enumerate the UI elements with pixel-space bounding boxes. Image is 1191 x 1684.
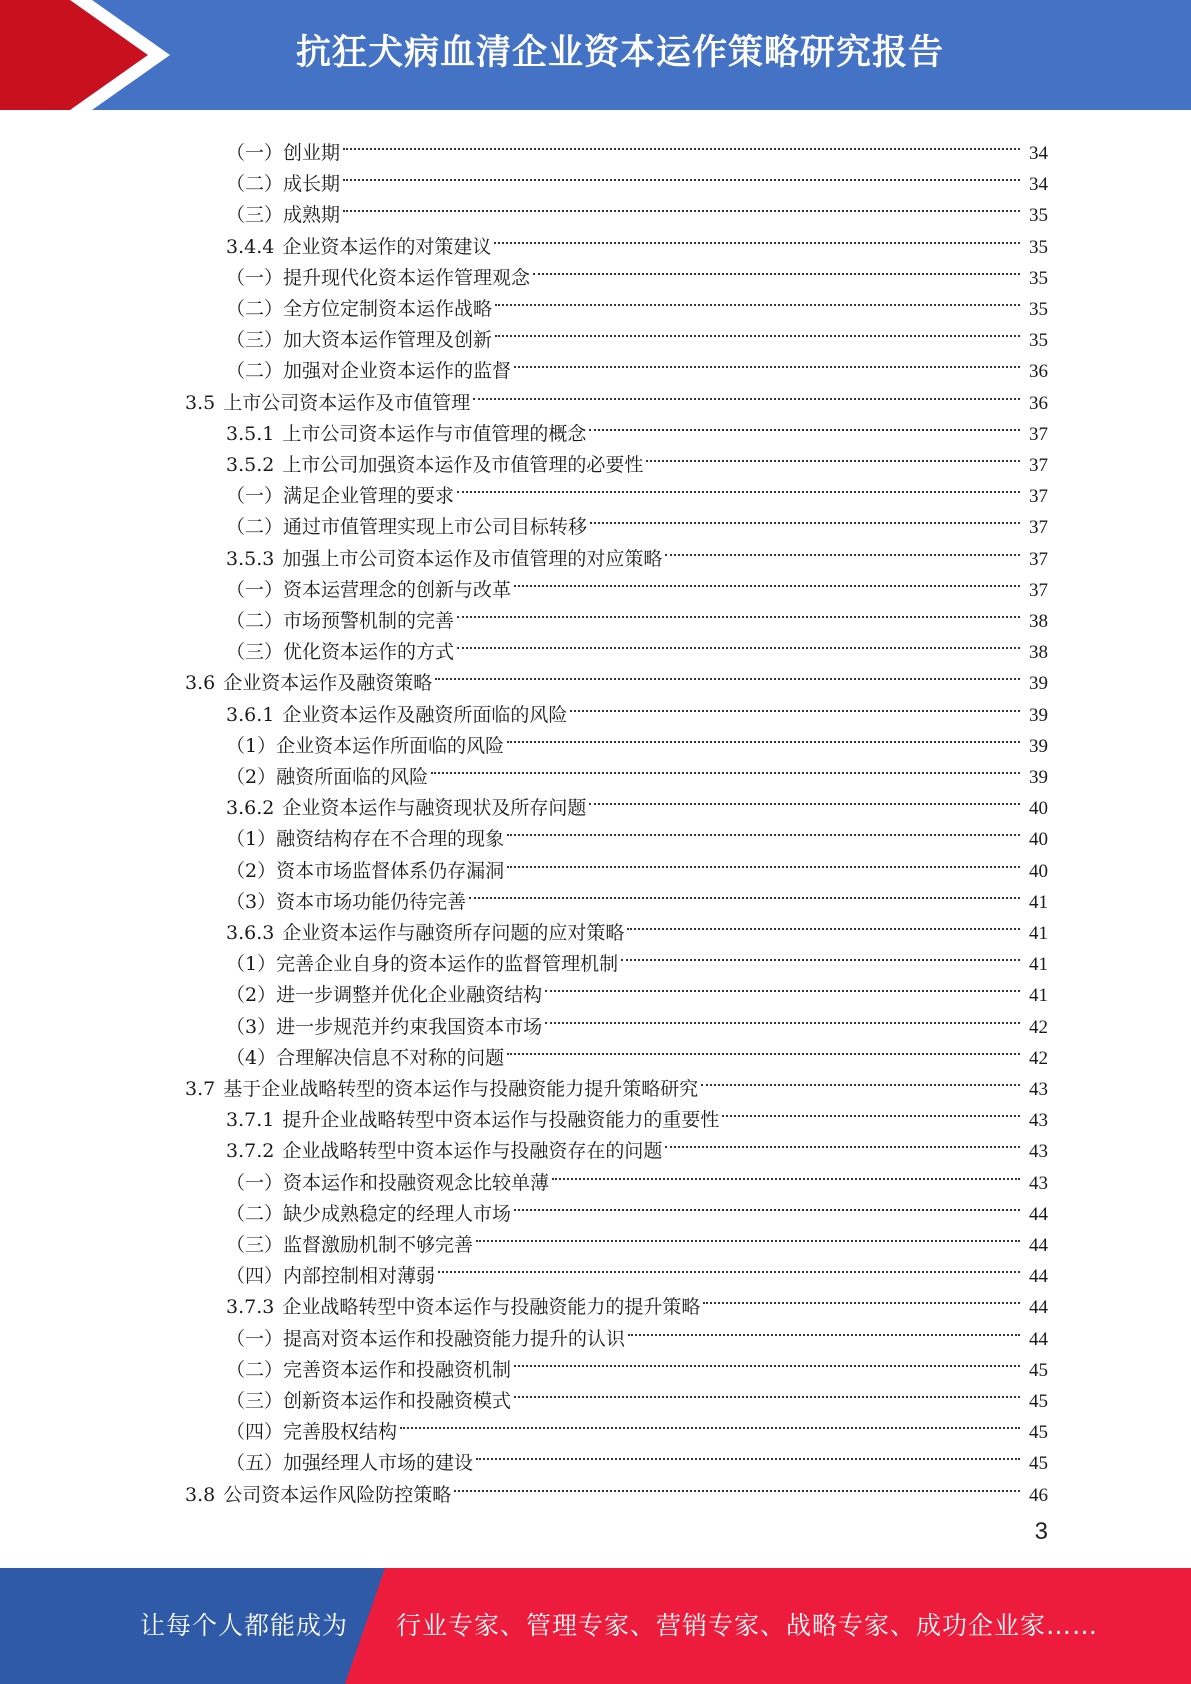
toc-entry-title: 成长期 [283, 173, 341, 196]
toc-entry[interactable] [226, 1314, 1048, 1350]
toc-entry-number: 3.5.1 [226, 422, 275, 445]
toc-entry-title: 完善资本运作和投融资机制 [283, 1358, 512, 1381]
toc-entry-number: （三） [226, 641, 284, 664]
toc-entry-title: 加强经理人市场的建设 [283, 1452, 474, 1475]
toc-entry-title: 通过市值管理实现上市公司目标转移 [283, 516, 588, 539]
toc-entry-number: （二） [226, 1358, 284, 1381]
toc-entry-title: 企业资本运作与融资现状及所存问题 [282, 797, 587, 820]
toc-dot-leader [507, 846, 1022, 877]
toc-entry-number: 3.5 [185, 391, 216, 414]
toc-entry-page: 42 [1029, 1047, 1048, 1069]
toc-entry-number: 3.4.4 [226, 235, 275, 258]
toc-dot-leader [343, 190, 1022, 221]
toc-entry-page: 34 [1029, 143, 1048, 164]
toc-entry[interactable] [226, 502, 1048, 539]
toc-entry-number: （三） [226, 329, 284, 352]
toc-entry-page: 44 [1029, 1235, 1048, 1256]
toc-entry[interactable] [226, 1407, 1048, 1444]
toc-entry-number: （2） [226, 766, 277, 788]
toc-entry-page: 39 [1029, 673, 1048, 695]
toc-entry-number: （二） [226, 1202, 284, 1225]
toc-dot-leader [621, 939, 1022, 970]
toc-dot-leader [701, 1064, 1022, 1095]
toc-dot-leader [457, 596, 1022, 627]
page-number: 3 [1034, 1518, 1048, 1545]
toc-entry[interactable] [226, 440, 1048, 476]
toc-entry-title: 创业期 [283, 142, 341, 164]
toc-entry-number: 3.7.2 [226, 1140, 275, 1163]
toc-entry-title: 提升企业战略转型中资本运作与投融资能力的重要性 [282, 1109, 720, 1132]
toc-dot-leader [646, 440, 1022, 471]
toc-dot-leader [514, 1345, 1022, 1376]
toc-entry-page: 43 [1029, 1141, 1048, 1163]
toc-entry-page: 35 [1029, 205, 1048, 227]
toc-entry-page: 46 [1029, 1484, 1048, 1506]
toc-entry[interactable] [226, 1189, 1048, 1225]
toc-entry[interactable] [226, 284, 1048, 320]
toc-entry-page: 37 [1029, 517, 1048, 539]
toc-entry-title: 监督激励机制不够完善 [283, 1234, 474, 1256]
toc-entry-number: （1） [226, 734, 277, 757]
toc-entry[interactable] [226, 471, 1048, 508]
toc-dot-leader [438, 1251, 1022, 1282]
toc-dot-leader [473, 378, 1022, 409]
toc-entry-page: 41 [1029, 891, 1048, 913]
toc-entry[interactable] [226, 222, 1048, 258]
toc-dot-leader [476, 1438, 1022, 1469]
toc-entry-page: 39 [1029, 704, 1048, 726]
toc-entry[interactable] [226, 1095, 1048, 1132]
toc-entry-page: 42 [1029, 1016, 1048, 1038]
toc-dot-leader [545, 1002, 1022, 1033]
toc-entry-page: 44 [1029, 1297, 1048, 1319]
toc-entry-number: 3.6.2 [226, 797, 275, 820]
toc-dot-leader [514, 346, 1022, 377]
toc-entry-page: 36 [1029, 361, 1048, 383]
toc-entry-title: 内部控制相对薄弱 [283, 1265, 436, 1288]
toc-entry-title: 资本市场监督体系仍存漏洞 [276, 859, 505, 882]
toc-entry-page: 34 [1029, 174, 1048, 196]
toc-entry-title: 满足企业管理的要求 [283, 485, 455, 508]
toc-entry-number: （2） [226, 984, 277, 1007]
toc-entry-page: 40 [1029, 860, 1048, 882]
toc-entry-page: 37 [1029, 455, 1048, 476]
toc-entry-page: 39 [1029, 735, 1048, 757]
toc-entry-page: 35 [1029, 236, 1048, 258]
toc-dot-leader [494, 222, 1022, 253]
toc-entry-title: 上市公司资本运作与市值管理的概念 [282, 422, 587, 445]
toc-entry-page: 45 [1029, 1422, 1048, 1444]
toc-dot-leader [722, 1095, 1022, 1126]
toc-dot-leader [589, 783, 1022, 814]
toc-entry-number: （一） [226, 1327, 284, 1350]
toc-entry-page: 44 [1029, 1266, 1048, 1288]
toc-entry-title: 资本运营理念的创新与改革 [283, 578, 512, 601]
toc-entry-number: （一） [226, 266, 284, 289]
toc-entry[interactable] [185, 658, 1048, 695]
toc-dot-leader [514, 565, 1022, 596]
toc-entry-number: 3.6.1 [226, 703, 275, 726]
toc-dot-leader [627, 908, 1022, 939]
toc-entry-number: 3.5.3 [226, 547, 275, 570]
toc-entry-number: 3.8 [185, 1483, 216, 1506]
toc-entry-page: 43 [1029, 1172, 1048, 1194]
toc-entry-number: （二） [226, 610, 284, 632]
toc-entry-title: 提高对资本运作和投融资能力提升的认识 [283, 1327, 626, 1350]
toc-entry-title: 进一步规范并约束我国资本市场 [276, 1015, 543, 1038]
toc-dot-leader [435, 658, 1022, 689]
toc-entry-number: （一） [226, 578, 284, 601]
toc-entry[interactable] [185, 1470, 1048, 1506]
toc-entry-number: （1） [226, 953, 277, 976]
toc-dot-leader [400, 1407, 1022, 1438]
toc-entry[interactable] [226, 1376, 1048, 1412]
toc-entry-page: 38 [1029, 642, 1048, 664]
toc-entry[interactable] [226, 534, 1048, 570]
toc-entry[interactable] [226, 409, 1048, 445]
toc-entry[interactable] [226, 1345, 1048, 1381]
toc-entry-number: （3） [226, 890, 277, 913]
toc-entry-title: 上市公司资本运作及市值管理 [223, 391, 471, 414]
toc-entry-page: 39 [1029, 767, 1048, 788]
toc-entry-number: （一） [226, 485, 284, 508]
toc-entry-title: 优化资本运作的方式 [283, 641, 455, 664]
toc-entry-page: 37 [1029, 423, 1048, 445]
toc-entry-title: 成熟期 [283, 204, 341, 227]
toc-entry-title: 企业资本运作所面临的风险 [276, 734, 505, 757]
toc-entry-number: （二） [226, 173, 284, 196]
toc-dot-leader [514, 1376, 1022, 1407]
toc-entry[interactable] [226, 1126, 1048, 1163]
toc-entry-number: （四） [226, 1421, 284, 1444]
toc-dot-leader [545, 970, 1022, 1001]
toc-entry-page: 37 [1029, 486, 1048, 508]
toc-entry-title: 创新资本运作和投融资模式 [283, 1390, 512, 1412]
toc-entry-number: （4） [226, 1046, 277, 1069]
toc-entry-title: 融资结构存在不合理的现象 [276, 828, 505, 851]
page-header [0, 0, 1191, 110]
toc-entry-number: （一） [226, 1171, 284, 1194]
toc-entry[interactable] [226, 783, 1048, 820]
toc-entry-number: 3.6.3 [226, 922, 275, 944]
toc-entry-title: 加强上市公司资本运作及市值管理的对应策略 [282, 547, 663, 570]
toc-dot-leader [343, 128, 1022, 159]
toc-entry-number: 3.7.1 [226, 1109, 275, 1132]
toc-entry-title: 上市公司加强资本运作及市值管理的必要性 [282, 454, 644, 476]
toc-entry-page: 44 [1029, 1203, 1048, 1225]
toc-entry[interactable] [226, 1282, 1048, 1319]
toc-entry[interactable] [226, 908, 1048, 944]
toc-entry[interactable] [226, 627, 1048, 664]
toc-entry[interactable] [226, 128, 1048, 164]
toc-entry-page: 41 [1029, 985, 1048, 1007]
footer-slogan-right: 行业专家、管理专家、营销专家、战略专家、成功企业家…… [396, 1611, 1099, 1640]
toc-entry[interactable] [226, 1251, 1048, 1288]
toc-dot-leader [552, 1158, 1022, 1189]
toc-entry-number: 3.7 [185, 1078, 216, 1100]
toc-entry-title: 企业资本运作及融资所面临的风险 [282, 703, 568, 726]
toc-entry[interactable] [185, 378, 1048, 414]
toc-entry-page: 35 [1029, 330, 1048, 352]
toc-entry[interactable] [185, 1064, 1048, 1100]
toc-dot-leader [628, 1314, 1022, 1345]
toc-entry-number: （三） [226, 1234, 284, 1256]
toc-entry-title: 进一步调整并优化企业融资结构 [276, 984, 543, 1007]
toc-entry-title: 加强对企业资本运作的监督 [283, 360, 512, 383]
toc-entry[interactable] [226, 253, 1048, 289]
toc-dot-leader [590, 502, 1022, 533]
toc-entry-number: （一） [226, 142, 284, 164]
toc-entry-number: 3.6 [185, 672, 216, 695]
toc-entry-page: 45 [1029, 1391, 1048, 1412]
toc-entry[interactable] [226, 814, 1048, 851]
toc-entry-title: 企业资本运作及融资策略 [223, 672, 433, 695]
toc-entry-page: 40 [1029, 829, 1048, 851]
toc-entry-page: 37 [1029, 579, 1048, 601]
toc-entry[interactable] [226, 1220, 1048, 1256]
toc-dot-leader [507, 1033, 1022, 1064]
toc-entry-page: 45 [1029, 1453, 1048, 1475]
toc-dot-leader [495, 284, 1022, 315]
toc-entry-title: 资本市场功能仍待完善 [276, 890, 467, 913]
toc-entry[interactable] [226, 877, 1048, 913]
toc-entry[interactable] [226, 939, 1048, 976]
toc-entry-number: （二） [226, 298, 284, 320]
toc-dot-leader [703, 1282, 1022, 1313]
toc-dot-leader [507, 814, 1022, 845]
toc-dot-leader [476, 1220, 1022, 1251]
toc-entry-page: 43 [1029, 1110, 1048, 1132]
toc-entry-title: 公司资本运作风险防控策略 [223, 1483, 452, 1506]
toc-entry[interactable] [226, 596, 1048, 632]
toc-entry[interactable] [226, 690, 1048, 726]
toc-entry-number: （二） [226, 516, 284, 539]
toc-dot-leader [665, 534, 1022, 565]
toc-dot-leader [589, 409, 1022, 440]
toc-entry-title: 提升现代化资本运作管理观念 [283, 266, 531, 289]
toc-dot-leader [507, 721, 1022, 752]
toc-entry[interactable] [226, 721, 1048, 757]
toc-entry-page: 41 [1029, 954, 1048, 976]
toc-entry[interactable] [226, 1033, 1048, 1069]
toc-entry[interactable] [226, 752, 1048, 788]
toc-entry[interactable] [226, 346, 1048, 383]
toc-entry-number: （四） [226, 1265, 284, 1288]
toc-entry[interactable] [226, 565, 1048, 601]
toc-dot-leader [570, 690, 1022, 721]
toc-entry-number: （3） [226, 1015, 277, 1038]
toc-dot-leader [343, 159, 1022, 190]
page-footer [0, 1568, 1191, 1684]
toc-dot-leader [469, 877, 1022, 908]
toc-entry[interactable] [226, 970, 1048, 1007]
toc-entry-title: 企业资本运作的对策建议 [282, 235, 492, 258]
toc-dot-leader [431, 752, 1022, 783]
toc-entry-number: （二） [226, 360, 284, 383]
toc-entry[interactable] [226, 846, 1048, 882]
toc-entry-page: 36 [1029, 392, 1048, 414]
toc-entry-page: 35 [1029, 267, 1048, 289]
toc-entry[interactable] [226, 1002, 1048, 1038]
toc-dot-leader [457, 627, 1022, 658]
toc-dot-leader [665, 1126, 1022, 1157]
toc-entry-title: 全方位定制资本运作战略 [283, 298, 493, 320]
toc-entry[interactable] [226, 1438, 1048, 1475]
toc-entry[interactable] [226, 315, 1048, 352]
toc-entry[interactable] [226, 1158, 1048, 1194]
toc-entry-number: 3.7.3 [226, 1296, 275, 1319]
toc-entry[interactable] [226, 190, 1048, 227]
toc-dot-leader [495, 315, 1022, 346]
toc-dot-leader [457, 471, 1022, 502]
toc-entry-page: 45 [1029, 1359, 1048, 1381]
toc-entry-page: 38 [1029, 611, 1048, 632]
toc-entry-title: 完善企业自身的资本运作的监督管理机制 [276, 953, 619, 976]
footer-slogan-left: 让每个人都能成为 [140, 1611, 349, 1640]
toc-entry-page: 40 [1029, 798, 1048, 820]
toc-entry-title: 企业资本运作与融资所存问题的应对策略 [282, 922, 625, 944]
toc-dot-leader [454, 1470, 1022, 1501]
toc-entry-number: （2） [226, 859, 277, 882]
toc-entry-number: 3.5.2 [226, 454, 275, 476]
toc-entry-title: 资本运作和投融资观念比较单薄 [283, 1171, 550, 1194]
document-title: 抗狂犬病血清企业资本运作策略研究报告 [295, 33, 944, 73]
toc-entry-title: 企业战略转型中资本运作与投融资能力的提升策略 [282, 1296, 701, 1319]
toc-entry-title: 完善股权结构 [283, 1421, 398, 1444]
toc-entry-title: 企业战略转型中资本运作与投融资存在的问题 [282, 1140, 663, 1163]
toc-entry-title: 基于企业战略转型的资本运作与投融资能力提升策略研究 [223, 1078, 699, 1100]
toc-entry-page: 37 [1029, 548, 1048, 570]
toc-entry-number: （1） [226, 828, 277, 851]
toc-entry-page: 44 [1029, 1328, 1048, 1350]
toc-entry-page: 35 [1029, 299, 1048, 320]
toc-entry-title: 市场预警机制的完善 [283, 610, 455, 632]
toc-dot-leader [514, 1189, 1022, 1220]
toc-entry-page: 41 [1029, 923, 1048, 944]
toc-entry-title: 融资所面临的风险 [276, 766, 429, 788]
toc-entry-number: （三） [226, 1390, 284, 1412]
toc-entry-page: 43 [1029, 1079, 1048, 1100]
toc-entry[interactable] [226, 159, 1048, 196]
toc-entry-title: 合理解决信息不对称的问题 [276, 1046, 505, 1069]
toc-entry-title: 缺少成熟稳定的经理人市场 [283, 1202, 512, 1225]
toc-entry-title: 加大资本运作管理及创新 [283, 329, 493, 352]
toc-dot-leader [533, 253, 1022, 284]
toc-entry-number: （五） [226, 1452, 284, 1475]
toc-entry-number: （三） [226, 204, 284, 227]
